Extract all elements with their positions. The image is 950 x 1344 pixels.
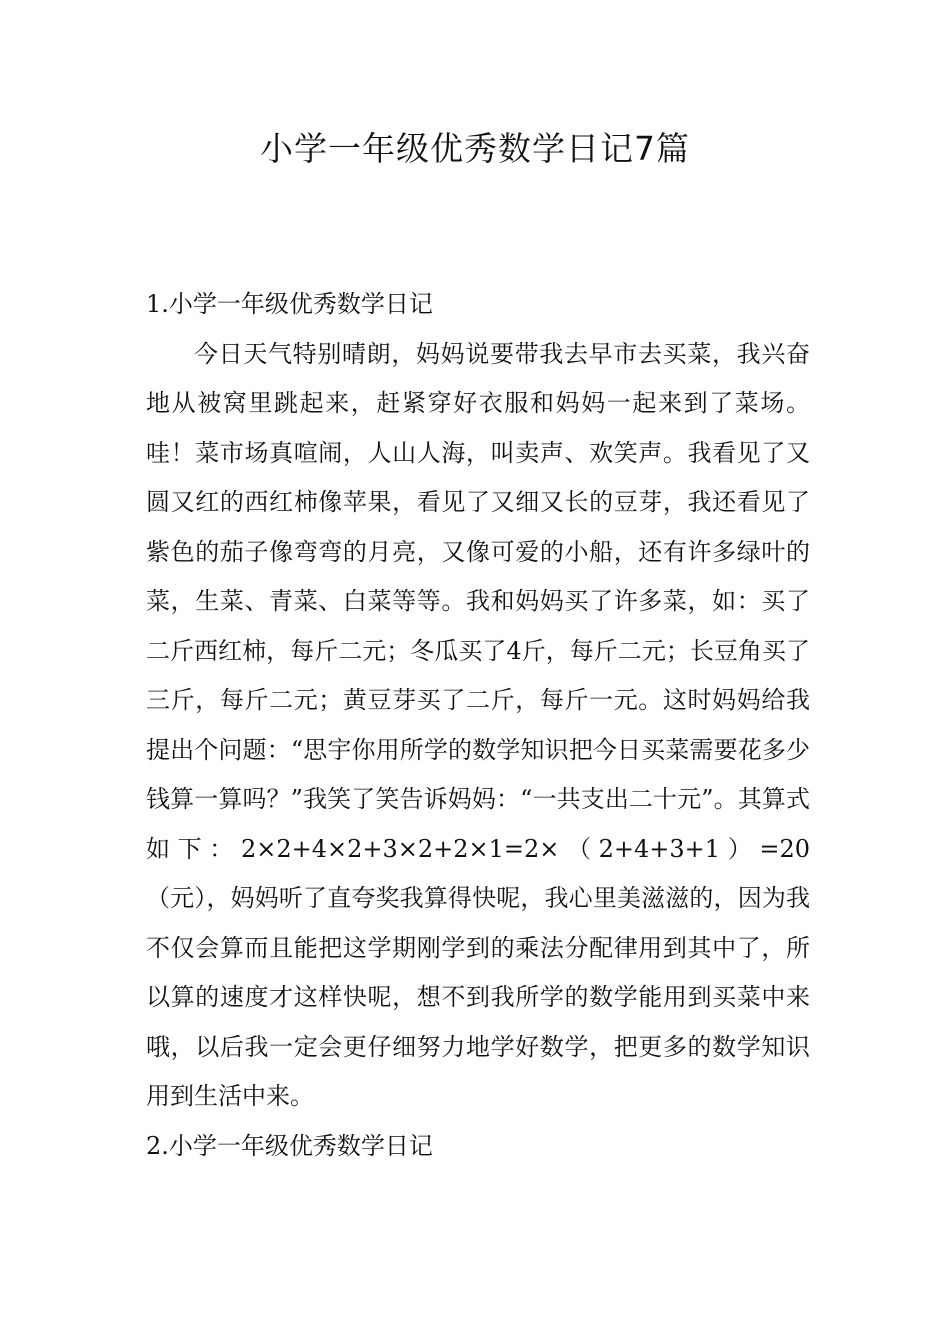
section-paragraph-1: 今日天气特别晴朗，妈妈说要带我去早市去买菜，我兴奋地从被窝里跳起来，赶紧穿好衣服和妈妈一起来到了菜场。哇！菜市场真喧闹，人山人海，叫卖声、欢笑声。我看见了又圆又红的西红柿像苹果，看见了又细又长的豆芽，我还看见了紫色的茄子像弯弯的月亮，又像可爱的小船，还有许多绿叶的菜，生菜、青菜、白菜等等。我和妈妈买了许多菜，如：买了二斤西红柿，每斤二元；冬瓜买了4斤，每斤二元；长豆角买了三斤，每斤二元；黄豆芽买了二斤，每斤一元。这时妈妈给我提出个问题：“思宇你用所学的数学知识把今日买菜需要花多少钱算一算吗？”我笑了笑告诉妈妈：“一共支出二十元”。其算式如下：2×2+4×2+3×2+2×1=2×（2+4+3+1）=20（元），妈妈听了直夸奖我算得快呢，我心里美滋滋的，因为我不仅会算而且能把这学期刚学到的乘法分配律用到其中了，所以算的速度才这样快呢，想不到我所学的数学能用到买菜中来哦，以后我一定会更仔细努力地学好数学，把更多的数学知识用到生活中来。 bbox=[146, 339, 810, 1110]
section-heading-2: 2.小学一年级优秀数学日记 bbox=[146, 1131, 433, 1160]
document-body bbox=[146, 280, 810, 1171]
section-heading-1: 1.小学一年级优秀数学日记 bbox=[146, 290, 433, 318]
document-title: 小学一年级优秀数学日记7篇 bbox=[260, 129, 690, 168]
